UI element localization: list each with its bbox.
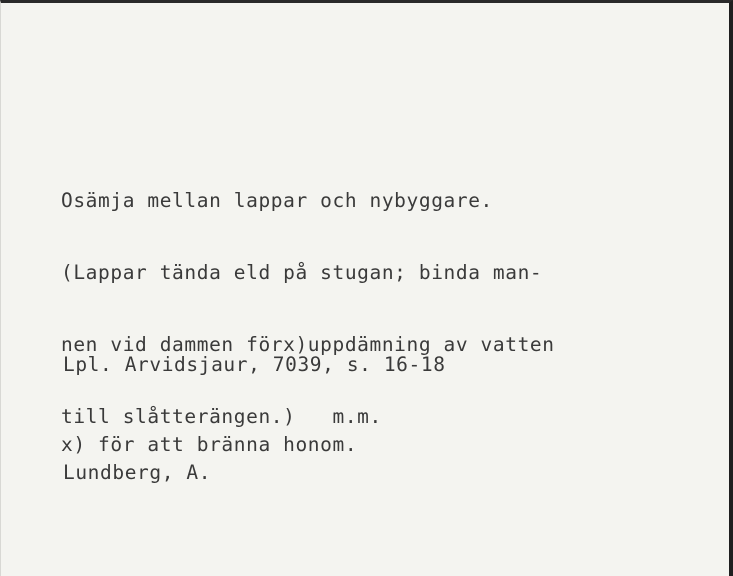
footnote bbox=[61, 385, 357, 505]
description-line-1: Osämja mellan lappar och nybyggare. bbox=[61, 189, 493, 212]
description-line-3: nen vid dammen förx)uppdämning av vatten bbox=[61, 333, 555, 356]
source-author: Lundberg, A. bbox=[63, 461, 212, 484]
source-reference: Lpl. Arvidsjaur, 7039, s. 16-18 bbox=[63, 353, 446, 376]
footnote-text: x) för att bränna honom. bbox=[61, 433, 358, 456]
description-line-4: till slåtterängen.) m.m. bbox=[61, 405, 382, 428]
description-line-2: (Lappar tända eld på stugan; binda man- bbox=[61, 261, 543, 284]
